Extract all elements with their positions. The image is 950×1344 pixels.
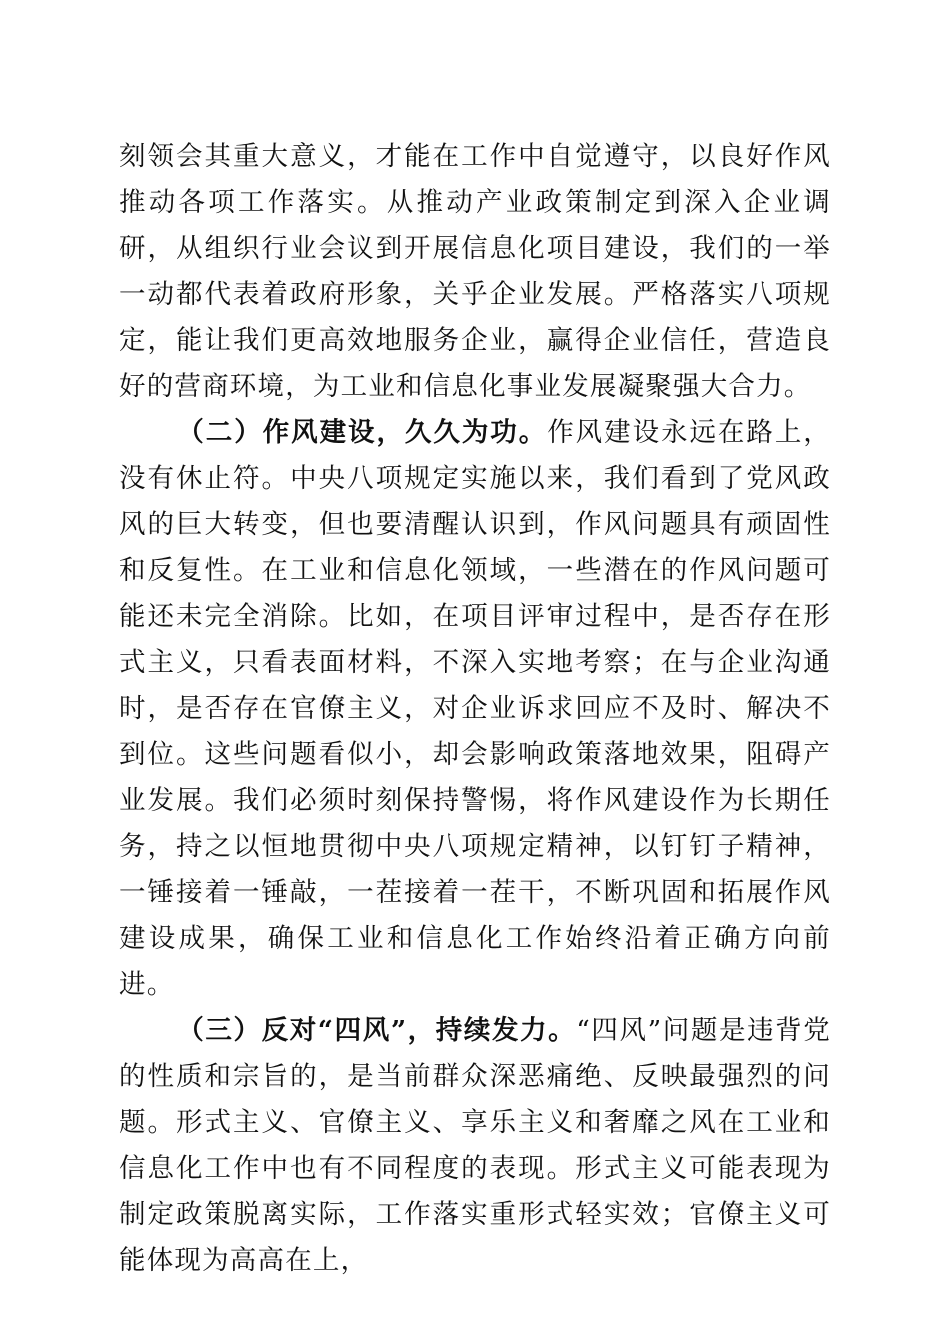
document-body [119,134,831,1284]
section-heading: （三）反对“四风”，持续发力。 [177,1015,577,1046]
paragraph-section-2 [119,410,831,1008]
paragraph-continuation [119,134,831,410]
paragraph-text: 作风建设永远在路上，没有休止符。中央八项规定实施以来，我们看到了党风政风的巨大转变，但也要清醒认识到，作风问题具有顽固性和反复性。在工业和信息化领域，一些潜在的作风问题可能还未完全消除。比如，在项目评审过程中，是否存在形式主义，只看表面材料，不深入实地考察；在与企业沟通时，是否存在官僚主义，对企业诉求回应不及时、解决不到位。这些问题看似小，却会影响政策落地效果，阻碍产业发展。我们必须时刻保持警惕，将作风建设作为长期任务，持之以恒地贯彻中央八项规定精神，以钉钉子精神，一锤接着一锤敲，一茬接着一茬干，不断巩固和拓展作风建设成果，确保工业和信息化工作始终沿着正确方向前进。 [119,417,831,1000]
paragraph-text: “四风”问题是违背党的性质和宗旨的，是当前群众深恶痛绝、反映最强烈的问题。形式主义、官僚主义、享乐主义和奢靡之风在工业和信息化工作中也有不同程度的表现。形式主义可能表现为制定政策脱离实际，工作落实重形式轻实效；官僚主义可能体现为高高在上， [119,1015,831,1276]
section-heading: （二）作风建设，久久为功。 [177,417,548,448]
paragraph-text: 刻领会其重大意义，才能在工作中自觉遵守，以良好作风推动各项工作落实。从推动产业政策制定到深入企业调研，从组织行业会议到开展信息化项目建设，我们的一举一动都代表着政府形象，关乎企业发展。严格落实八项规定，能让我们更高效地服务企业，赢得企业信任，营造良好的营商环境，为工业和信息化事业发展凝聚强大合力。 [119,141,831,402]
paragraph-section-3 [119,1008,831,1284]
